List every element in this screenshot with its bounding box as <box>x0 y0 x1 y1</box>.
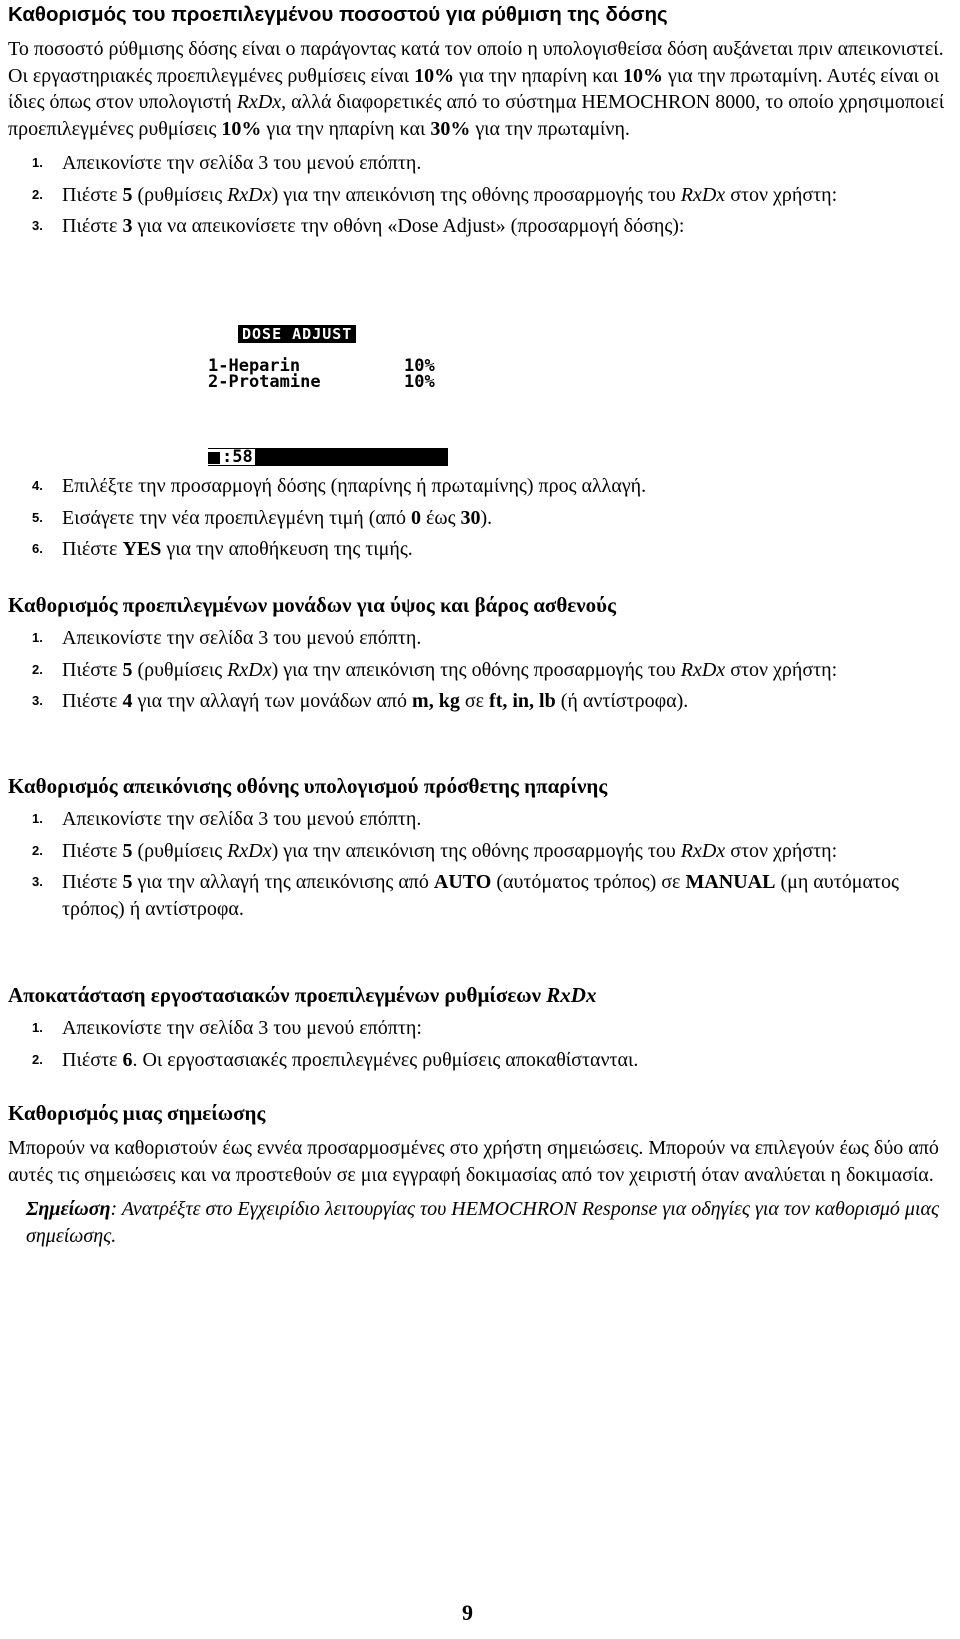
page-number: 9 <box>462 1600 473 1625</box>
section-factory-reset <box>8 982 956 1078</box>
list-item: 2. Πιέστε 5 (ρυθμίσεις RxDx) για την απεικόνιση της οθόνης προσαρμογής του RxDx στον χρήστη: <box>32 658 838 681</box>
list-item: 3. Πιέστε 4 για την αλλαγή των μονάδων από m, kg σε ft, in, lb (ή αντίστροφα). <box>32 690 689 712</box>
lcd-heparin-label: 1-Heparin <box>208 356 301 376</box>
section-units <box>8 592 956 720</box>
lcd-protamine-label: 2-Protamine <box>208 372 321 392</box>
list-item: 2. Πιέστε 5 (ρυθμίσεις RxDx) για την απεικόνιση της οθόνης προσαρμογής του RxDx στον χρήστη: <box>32 839 838 862</box>
section-dose-adjust-steps <box>8 473 956 568</box>
list-item: 6. Πιέστε YES για την αποθήκευση της τιμής. <box>32 538 413 560</box>
list-item: 2. Πιέστε 6. Οι εργοστασιακές προεπιλεγμένες ρυθμίσεις αποκαθίστανται. <box>32 1048 639 1071</box>
list-item: 2. Πιέστε 5 (ρυθμίσεις RxDx) για την απεικόνιση της οθόνης προσαρμογής του RxDx στον χρήστη: <box>32 183 838 206</box>
note-callout: Σημείωση: Ανατρέξτε στο Εγχειρίδιο λειτουργίας του HEMOCHRON Response για οδηγίες για τον καθορισμό μιας σημείωσης. <box>26 1198 940 1247</box>
steps-list <box>8 473 956 563</box>
steps-list <box>8 625 956 715</box>
lcd-protamine-value: 10% <box>404 372 435 392</box>
intro-paragraph: Το ποσοστό ρύθμισης δόσης είναι ο παράγοντας κατά τον οποίο η υπολογισθείσα δόση αυξάνεται πριν απεικονιστεί. Οι εργαστηριακές προεπιλεγμένες ρυθμίσεις είναι 10% για την ηπαρίνη και 10% για την πρωταμίνη. Αυτές είναι οι ίδιες όπως στον υπολογιστή RxDx, αλλά διαφορετικές από το σύστημα HEMOCHRON 8000, το οποίο χρησιμοποιεί προεπιλεγμένες ρυθμίσεις 10% για την ηπαρίνη και 30% για την πρωταμίνη. <box>8 38 945 140</box>
section-title: Αποκατάσταση εργοστασιακών προεπιλεγμένων ρυθμίσεων RxDx <box>8 983 597 1007</box>
section-dose-adjust <box>8 2 956 245</box>
section-title: Καθορισμός του προεπιλεγμένου ποσοστού για ρύθμιση της δόσης <box>8 3 668 26</box>
list-item: 1. Απεικονίστε την σελίδα 3 του μενού επόπτη. <box>32 808 422 830</box>
lcd-cursor-icon <box>208 452 220 464</box>
section-heparin-display <box>8 773 956 927</box>
section-title: Καθορισμός μιας σημείωσης <box>8 1101 266 1125</box>
list-item: 5. Εισάγετε την νέα προεπιλεγμένη τιμή (από 0 έως 30). <box>32 506 493 529</box>
steps-list <box>8 150 956 240</box>
dose-adjust-lcd-screen <box>208 325 448 465</box>
list-item: 3. Πιέστε 3 για να απεικονίσετε την οθόνη «Dose Adjust» (προσαρμογή δόσης): <box>32 215 685 237</box>
note-paragraph: Μπορούν να καθοριστούν έως εννέα προσαρμοσμένες στο χρήστη σημειώσεις. Μπορούν να επιλεγούν έως δύο από αυτές τις σημειώσεις και να προστεθούν σε μια εγγραφή δοκιμασίας από τον χειριστή όταν αναλύεται η δοκιμασία. <box>8 1137 939 1186</box>
section-note <box>8 1100 956 1249</box>
steps-list <box>8 806 956 922</box>
steps-list <box>8 1015 956 1073</box>
section-title: Καθορισμός απεικόνισης οθόνης υπολογισμού πρόσθετης ηπαρίνης <box>8 774 608 798</box>
list-item: 1. Απεικονίστε την σελίδα 3 του μενού επόπτη: <box>32 1017 422 1039</box>
section-title: Καθορισμός προεπιλεγμένων μονάδων για ύψος και βάρος ασθενούς <box>8 593 616 617</box>
list-item: 1. Απεικονίστε την σελίδα 3 του μενού επόπτη. <box>32 627 422 649</box>
list-item: 4. Επιλέξτε την προσαρμογή δόσης (ηπαρίνης ή πρωταμίνης) προς αλλαγή. <box>32 475 647 497</box>
list-item: 3. Πιέστε 5 για την αλλαγή της απεικόνισης από AUTO (αυτόματος τρόπος) σε MANUAL (μη αυτόματος τρόπος) ή αντίστροφα. <box>32 871 899 920</box>
lcd-heparin-value: 10% <box>404 356 435 376</box>
list-item: 1. Απεικονίστε την σελίδα 3 του μενού επόπτη. <box>32 152 422 174</box>
lcd-time: :58 <box>208 449 255 465</box>
lcd-title: DOSE ADJUST <box>238 325 356 343</box>
